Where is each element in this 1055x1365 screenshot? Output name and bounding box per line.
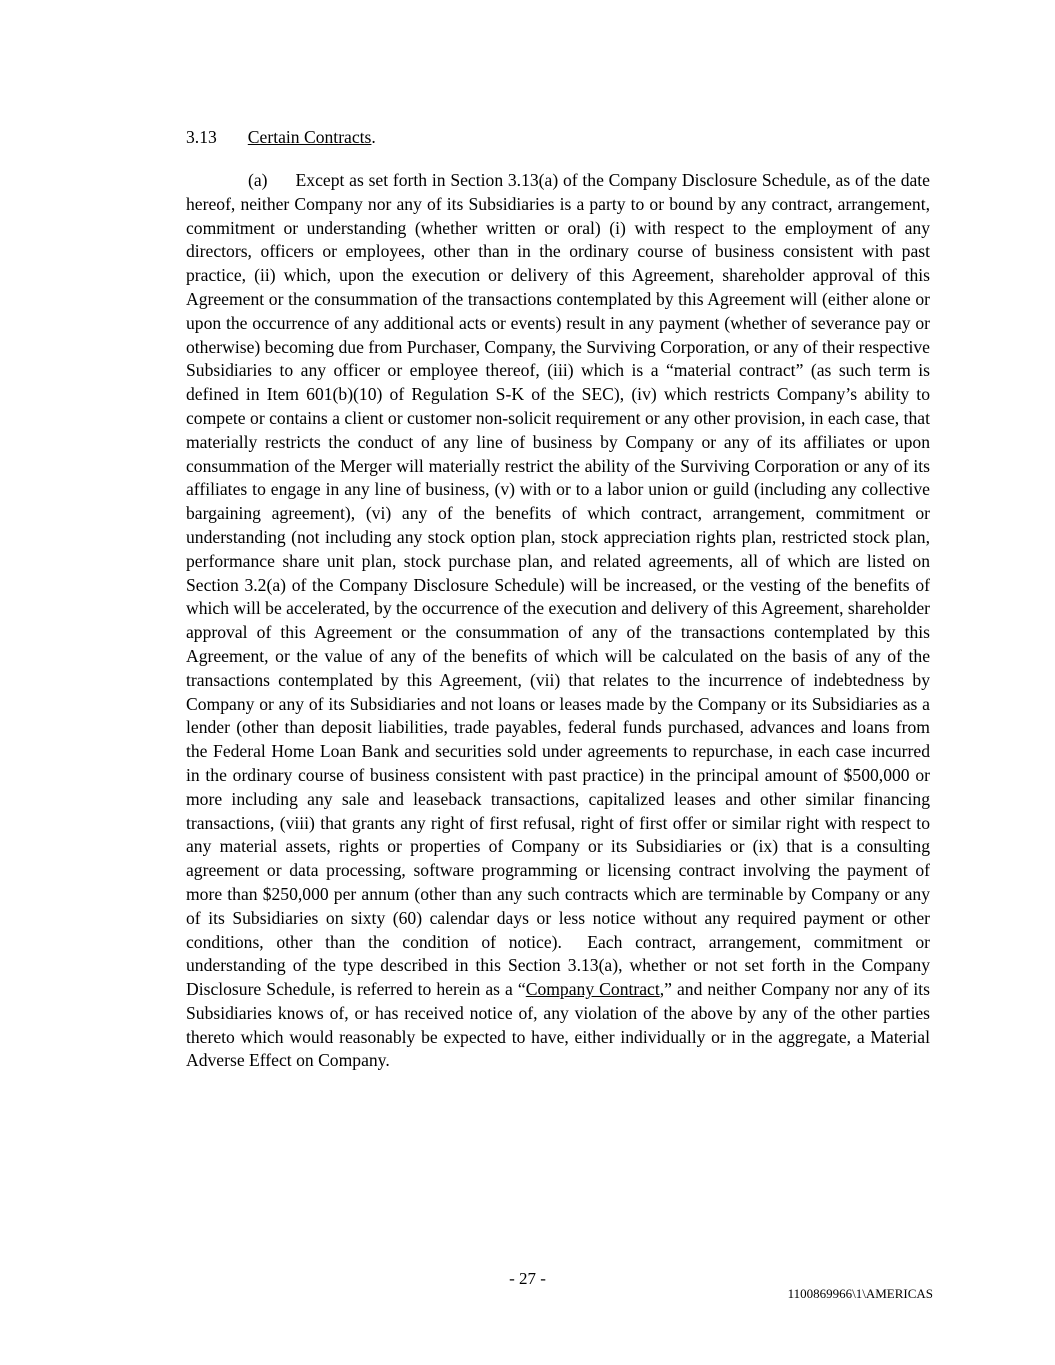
footer-document-id: 1100869966\1\AMERICAS: [787, 1286, 933, 1301]
section-title-period: .: [371, 127, 376, 147]
defined-term-company-contract: Company Contract: [525, 979, 660, 1000]
paragraph-text-after-term: ,” and neither Company nor any of its Subsidiaries knows of, or has received notice of, any violation of the above by any of the other parties thereto which would reasonably be expected to have, either individually or in the aggregate, a Material Adverse Effect on Company.: [186, 979, 930, 1071]
section-title: Certain Contracts: [247, 127, 372, 147]
section-number: 3.13: [186, 127, 217, 147]
section-heading: [186, 126, 376, 150]
paragraph-label: (a): [248, 170, 268, 190]
section-paragraph: [186, 169, 930, 1073]
footer-page-number: - 27 -: [509, 1269, 546, 1288]
paragraph-text-before-term: Except as set forth in Section 3.13(a) of the Company Disclosure Schedule, as of the date hereof, neither Company nor any of its Subsidiaries is a party to or bound by any contract, arrangement, commitment or understanding (whether written or oral) (i) with respect to the employment of any directors, officers or employees, other than in the ordinary course of business consistent with past practice, (ii) which, upon the execution or delivery of this Agreement, shareholder approval of this Agreement or the consummation of the transactions contemplated by this Agreement will (either alone or upon the occurrence of any additional acts or events) result in any payment (whether of severance pay or otherwise) becoming due from Purchaser, Company, the Surviving Corporation, or any of their respective Subsidiaries to any officer or employee thereof, (iii) which is a “material contract” (as such term is defined in Item 601(b)(10) of Regulation S-K of the SEC), (iv) which restricts Company’s ability to compete or contains a client or customer non-solicit requirement or any other provision, in each case, that materially restricts the conduct of any line of business by Company or any of its affiliates or upon consummation of the Merger will materially restrict the ability of the Surviving Corporation or any of its affiliates to engage in any line of business, (v) with or to a labor union or guild (including any collective bargaining agreement), (vi) any of the benefits of which contract, arrangement, commitment or understanding (not including any stock option plan, stock appreciation rights plan, restricted stock plan, performance share unit plan, stock purchase plan, and related agreements, all of which are listed on Section 3.2(a) of the Company Disclosure Schedule) will be increased, or the vesting of the benefits of which will be accelerated, by the occurrence of the execution and delivery of this Agreement, shareholder approval of this Agreement or the consummation of any of the transactions contemplated by this Agreement, or the value of any of the benefits of which will be calculated on the basis of any of the transactions contemplated by this Agreement, (vii) that relates to the incurrence of indebtedness by Company or any of its Subsidiaries and not loans or leases made by the Company or its Subsidiaries as a lender (other than deposit liabilities, trade payables, federal funds purchased, advances and loans from the Federal Home Loan Bank and securities sold under agreements to repurchase, in each case incurred in the ordinary course of business consistent with past practice) in the principal amount of $500,000 or more including any sale and leaseback transactions, capitalized leases and other similar financing transactions, (viii) that grants any right of first refusal, right of first offer or similar right with respect to any material assets, rights or properties of Company or its Subsidiaries or (ix) that is a consulting agreement or data processing, software programming or licensing contract involving the payment of more than $250,000 per annum (other than any such contracts which are terminable by Company or any of its Subsidiaries on sixty (60) calendar days or less notice without any required payment or other conditions, other than the condition of notice). Each contract, arrangement, commitment or understanding of the type described in this Section 3.13(a), whether or not set forth in the Company Disclosure Schedule, is referred to herein as a “: [186, 170, 930, 1000]
